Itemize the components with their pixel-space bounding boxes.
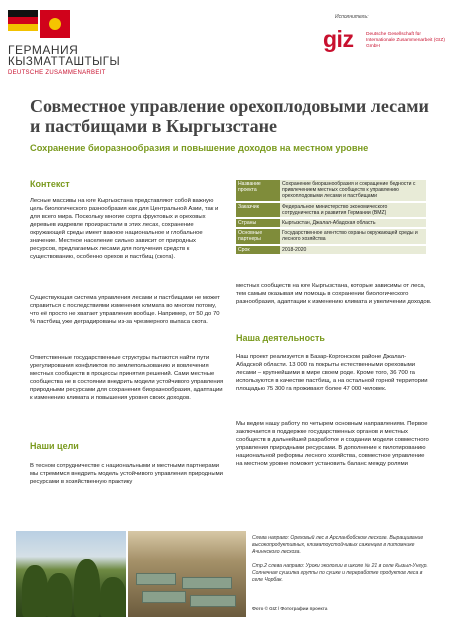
activity-paragraph-1: Наш проект реализуется в Базар-Коргонском районе Джалал-Абадской области. 13 000 га покрыты естественными ореховыми лесами – крупнейшими в мире своем роде. Кроме того, 36 700 га используются в качестве пастбищ, а на остальной горной территории площадью 75 300 га проживают более 47 000 человек.	[236, 354, 428, 392]
header	[0, 0, 451, 92]
german-flag-icon	[8, 10, 38, 38]
table-row	[236, 219, 426, 227]
context-paragraph-2: Существующая система управления лесами и пастбищами не может справиться с последствиями изменения климата во многом потому, что её просто не хватает управления вообще. Например, от 50 до 70 % пастбищ уже деградированы из-за чрезмерного выпаса скота.	[30, 295, 220, 325]
page-title: Совместное управление орехоплодовыми лесами и пастбищами в Кыргызстане	[30, 96, 429, 136]
country-line-1: ГЕРМАНИЯ	[8, 43, 79, 57]
goals-paragraph: В тесном сотрудничестве с национальными и местными партнерами мы стремимся внедрить модель устойчивого управления природными ресурсами в хозяйственную практику	[30, 463, 223, 485]
project-info-table	[236, 178, 426, 256]
table-value: 2018-2020	[280, 246, 426, 254]
table-value: Государственное агентство охраны окружающей среды и лесного хозяйства	[280, 229, 426, 243]
table-key: Основные партнеры	[236, 229, 280, 243]
table-row	[236, 203, 426, 217]
table-key: Заказчик	[236, 203, 280, 217]
context-heading: Контекст	[30, 179, 70, 189]
country-line-3: DEUTSCHE ZUSAMMENARBEIT	[8, 70, 106, 76]
table-value: Кыргызстан, Джалал-Абадская область	[280, 219, 426, 227]
goals-heading: Наши цели	[30, 441, 79, 451]
country-line-2: КЫЗМАТТАШТЫГЫ	[8, 56, 121, 68]
table-key: Название проекта	[236, 180, 280, 201]
table-row	[236, 180, 426, 201]
goals-continued-paragraph: местных сообществ на юге Кыргызстана, которые зависимы от леса, тем самым оказывая им помощь в сохранении биологического разнообразия, адаптации к изменению климата и увеличении доходов.	[236, 283, 432, 305]
photo-credit: Фото © GIZ / Фотографии проекта	[252, 606, 328, 611]
activity-heading: Наша деятельность	[236, 333, 325, 343]
table-row	[236, 246, 426, 254]
activity-paragraph-2: Мы ведем нашу работу по четырем основным направлениям. Первое заключается в поддержке государственных органов и местных сообществ в дальнейшей разработке и создании модели совместного управления природными ресурсами. В дополнение к пилотированию национальной реформы лесного хозяйства, совместное управление на местном уровне поможет установить баланс между ролями	[236, 421, 429, 467]
photo-caption-1: Слева направо: Ореховый лес в Арсланбобском лесхозе. Выращивание высокопродуктивных, климатоустойчивых саженцев в питомнике Ачиннского лесхоза.	[252, 535, 424, 555]
page-subtitle: Сохранение биоразнообразия и повышение доходов на местном уровне	[30, 143, 369, 153]
kyrgyz-flag-icon	[40, 10, 70, 38]
context-paragraph-1: Лесные массивы на юге Кыргызстана представляют собой важную цель биологического разнообразия как для Центральной Азии, так и для всего мира. Поскольку многие сорта фруктовых и ореховых деревьев издревле произрастали в этих лесах, сохранение окружающей среды имеет важное национальное и глобальное значение. Местное население сильно зависит от природных ресурсов, предлагаемых лесами для получения средств к существованию, особенно орехов и пастбищ (скота).	[30, 198, 219, 260]
table-value: Федеральное министерство экономического сотрудничества и развития Германии (BMZ)	[280, 203, 426, 217]
table-key: Страны	[236, 219, 280, 227]
giz-logo: giz	[323, 26, 354, 52]
photo-caption-2: Стр.2 слева направо: Уроки экологии в школе № 21 в селе Кызыл-Унгур. Солнечная сушилка группы по сушке и переработке продуктов леса в селе Чорбак.	[252, 563, 428, 583]
table-row	[236, 229, 426, 243]
table-key: Срок	[236, 246, 280, 254]
nursery-seedlings-photo	[128, 531, 246, 617]
walnut-forest-photo	[16, 531, 126, 617]
table-value: Сохранение биоразнообразия и сокращение бедности с привлечением местных сообществ к управлению орехоплодовыми лесами и пастбищами	[280, 180, 426, 201]
context-paragraph-3: Ответственные государственные структуры пытаются найти пути урегулирования конфликтов по землепользованию и вовлечения местных сообществ в процессы принятия решений. Сами местные сообщества не в состоянии внедрить модели устойчивого управления природными ресурсами для сохранения биоразнообразия, адаптации к изменению климата и повышения уровня своих доходов.	[30, 355, 224, 401]
implementer-label: Исполнитель:	[335, 14, 369, 20]
giz-subtitle: Deutsche Gesellschaft für Internationale Zusammenarbeit (GIZ) GmbH	[366, 32, 445, 49]
